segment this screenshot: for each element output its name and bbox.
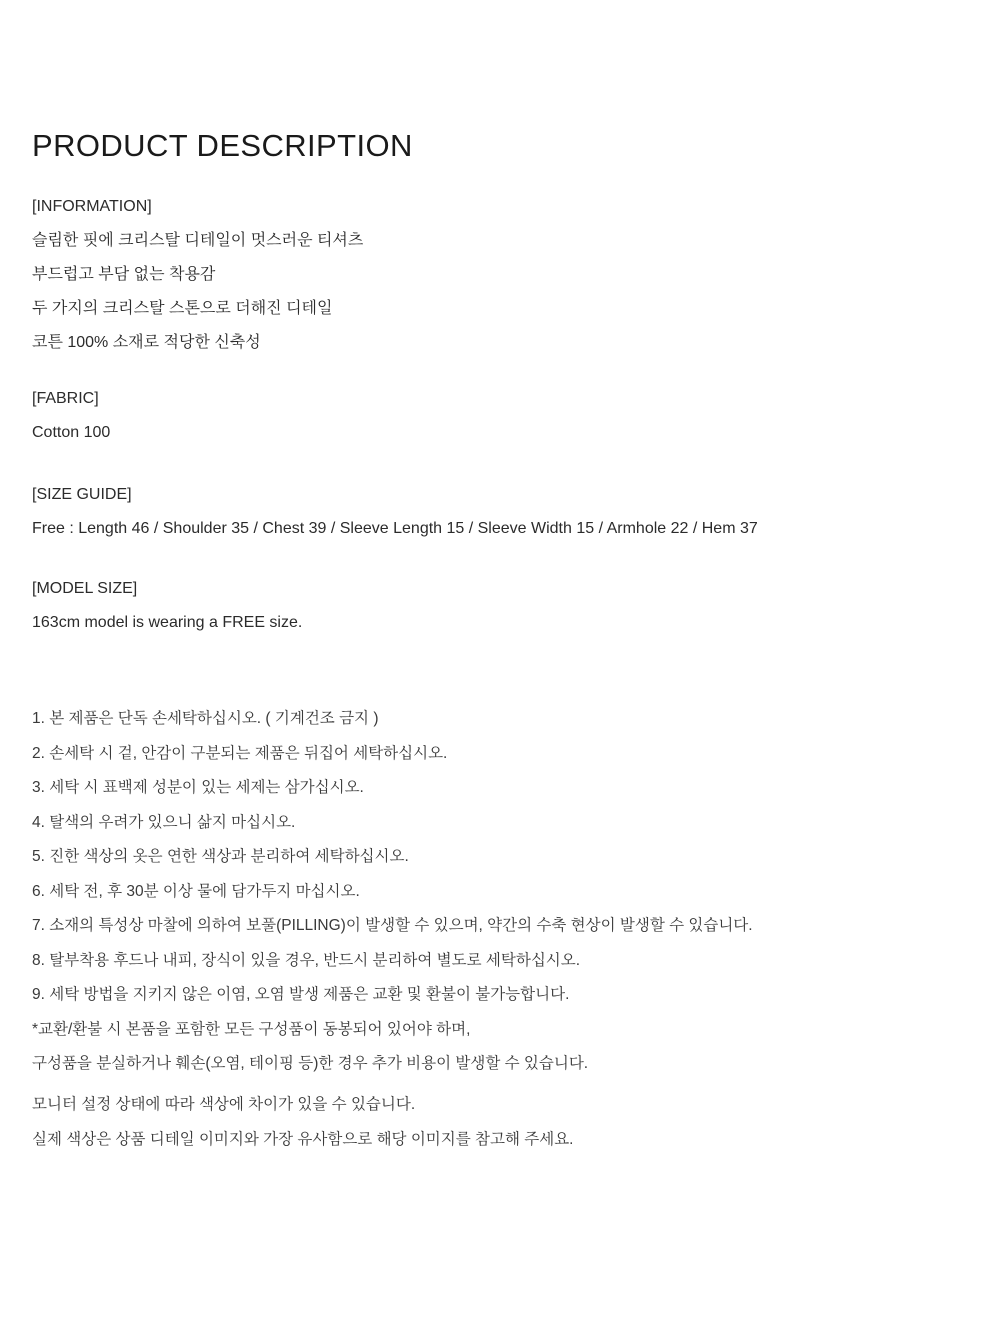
care-instruction-item: 1. 본 제품은 단독 손세탁하십시오. ( 기계건조 금지 ) [32,710,379,727]
fabric-label: [FABRIC] [32,390,99,407]
size-guide-section [32,478,758,546]
information-line: 슬림한 핏에 크리스탈 디테일이 멋스러운 티셔츠 [32,232,364,249]
information-line: 부드럽고 부담 없는 착용감 [32,266,216,283]
information-section [32,190,363,360]
care-instruction-item: 3. 세탁 시 표백제 성분이 있는 세제는 삼가십시오. [32,779,364,796]
fabric-line: Cotton 100 [32,424,111,441]
exchange-policy-note: *교환/환불 시 본품을 포함한 모든 구성품이 동봉되어 있어야 하며, [32,1020,471,1038]
care-instruction-item: 7. 소재의 특성상 마찰에 의하여 보풀(PILLING)이 발생할 수 있으며, 약간의 수축 현상이 발생할 수 있습니다. [32,917,753,934]
page-title: PRODUCT DESCRIPTION [32,128,413,163]
care-instruction-item: 5. 진한 색상의 옷은 연한 색상과 분리하여 세탁하십시오. [32,848,409,865]
care-instruction-item: 4. 탈색의 우려가 있으니 삶지 마십시오. [32,813,296,831]
size-guide-line: Free : Length 46 / Shoulder 35 / Chest 39 / Sleeve Length 15 / Sleeve Width 15 / Armhole 22 / Hem 37 [32,520,758,537]
care-instruction-item: 8. 탈부착용 후드나 내피, 장식이 있을 경우, 반드시 분리하여 별도로 세탁하십시오. [32,951,581,969]
model-size-label: [MODEL SIZE] [32,580,138,597]
information-line: 두 가지의 크리스탈 스톤으로 더해진 디테일 [32,300,333,317]
care-instruction-item: 6. 세탁 전, 후 30분 이상 물에 담가두지 마십시오. [32,882,360,900]
information-label: [INFORMATION] [32,198,152,215]
information-line: 코튼 100% 소재로 적당한 신축성 [32,334,261,351]
model-size-section [32,572,302,640]
care-instruction-item: 9. 세탁 방법을 지키지 않은 이염, 오염 발생 제품은 교환 및 환불이 불가능합니다. [32,986,570,1003]
model-size-line: 163cm model is wearing a FREE size. [32,614,303,631]
color-note-line: 실제 색상은 상품 디테일 이미지와 가장 유사함으로 해당 이미지를 참고해 주세요. [32,1130,574,1148]
color-notes-section [32,1088,573,1157]
size-guide-label: [SIZE GUIDE] [32,486,132,503]
care-instructions-section [32,702,753,1082]
exchange-policy-note: 구성품을 분실하거나 훼손(오염, 테이핑 등)한 경우 추가 비용이 발생할 수 있습니다. [32,1055,589,1072]
care-instruction-item: 2. 손세탁 시 겉, 안감이 구분되는 제품은 뒤집어 세탁하십시오. [32,744,448,762]
fabric-section [32,382,110,450]
color-note-line: 모니터 설정 상태에 따라 색상에 차이가 있을 수 있습니다. [32,1096,416,1113]
